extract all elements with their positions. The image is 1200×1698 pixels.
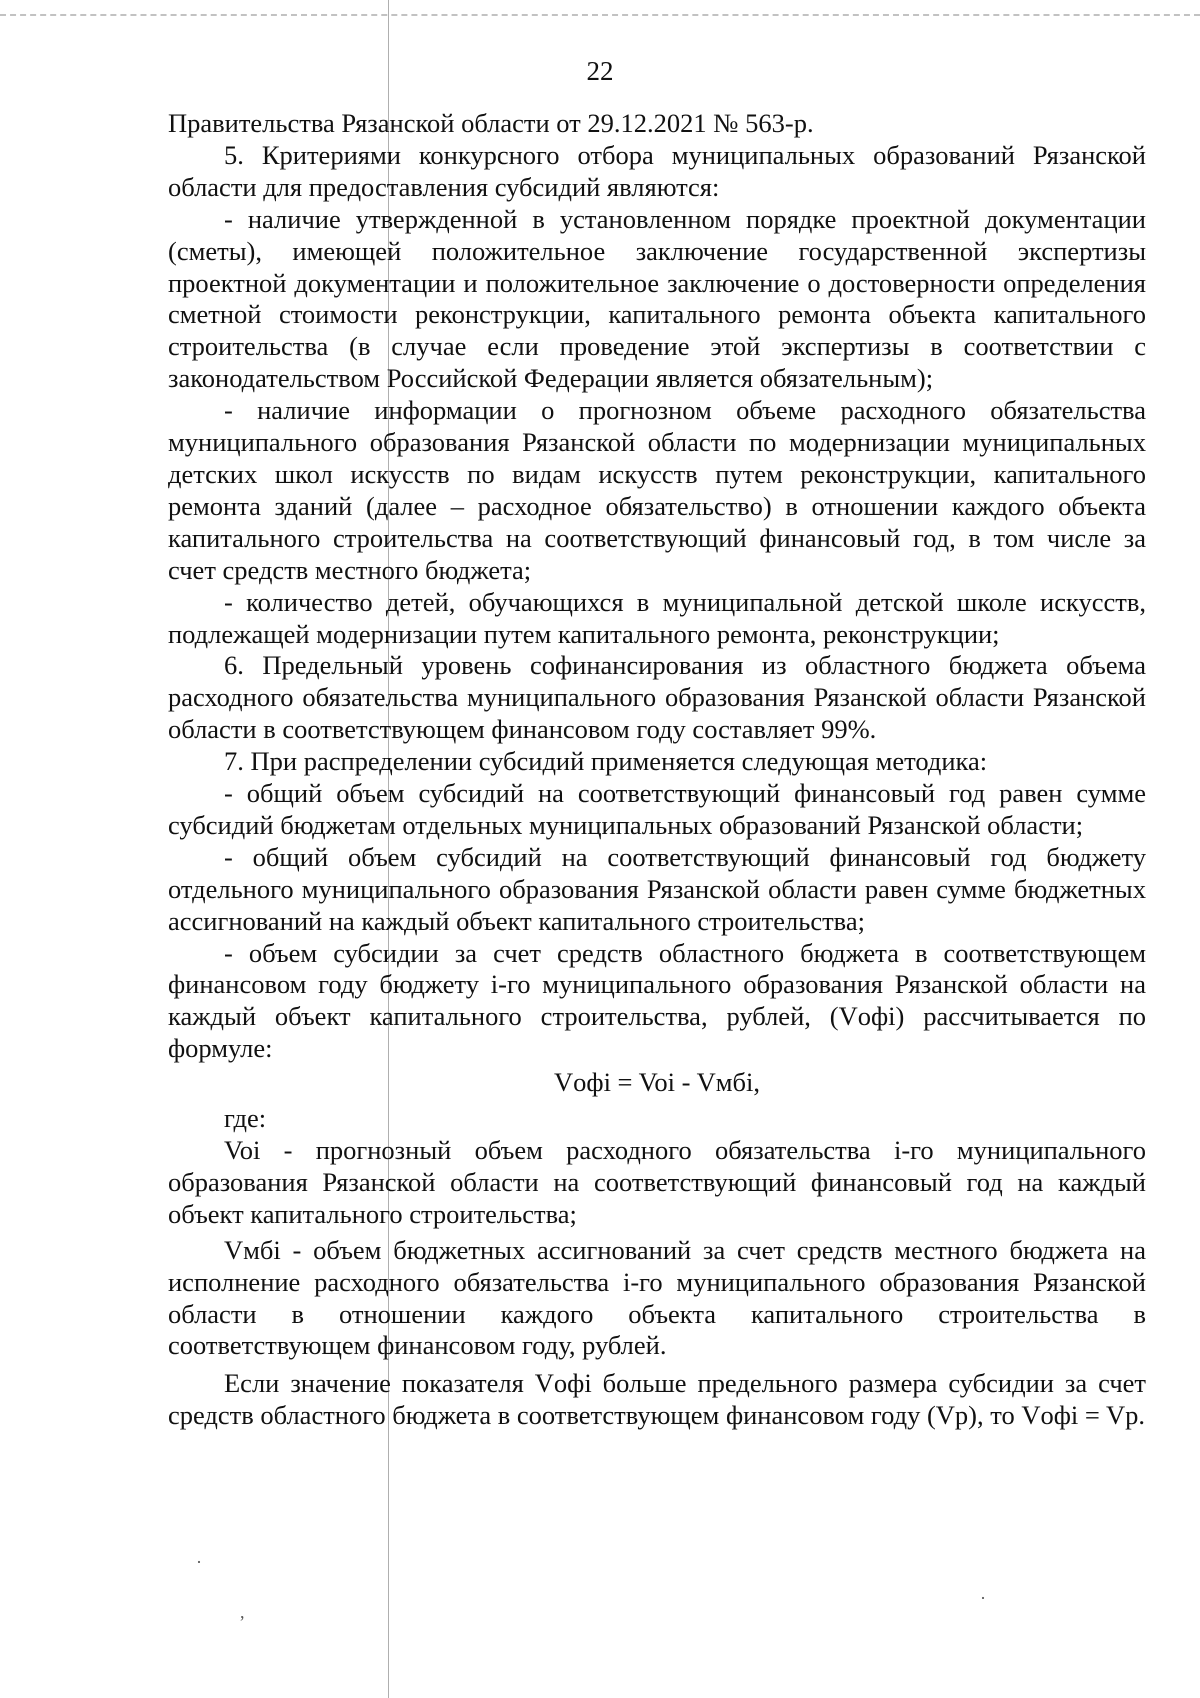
paragraph-criterion-2: - наличие информации о прогнозном объеме расходного обязательства муниципального образования Рязанской области по модернизации муниципальных детских школ искусств по видам искусств путем реконструкции, капитального ремонта зданий (далее – расходное обязательство) в отношении каждого объекта капитального строительства на соответствующий финансовый год, в том числе за счет средств местного бюджета; [168,395,1146,585]
paragraph-where: где: [224,1103,267,1134]
paragraph-criterion-3: - количество детей, обучающихся в муниципальной детской школе искусств, подлежащей модернизации путем капитального ремонта, реконструкции; [168,586,1146,649]
paragraph-criterion-1: - наличие утвержденной в установленном порядке проектной документации (сметы), имеющей положительное заключение государственной экспертизы проектной документации и положительное заключение о достоверности определения сметной стоимости реконструкции, капитального ремонта объекта капитального строительства (в случае если проведение этой экспертизы в соответствии с законодательством Российской Федерации является обязательным); [168,203,1146,394]
paragraph-definition-vmbi: Vмбi - объем бюджетных ассигнований за счет средств местного бюджета на исполнение расходного обязательства i-го муниципального образования Рязанской области в отношении каждого объекта капитального строительства в соответствующем финансовом году, рублей. [168,1234,1146,1361]
paragraph-item-5: 5. Критериями конкурсного отбора муниципальных образований Рязанской области для предоставления субсидий являются: [168,139,1146,202]
document-body [168,108,1146,1432]
scan-speck: , [240,1602,245,1622]
scan-top-edge [0,14,1200,16]
scan-speck: · [196,1552,202,1572]
paragraph-condition: Если значение показателя Vофi больше предельного размера субсидии за счет средств областного бюджета в соответствующем финансовом году (Vp), то Vофi = Vp. [168,1368,1146,1431]
paragraph-method-3: - объем субсидии за счет средств областного бюджета в соответствующем финансовом году бюджету i-го муниципального образования Рязанской области на каждый объект капитального строительства, рублей, (Vофi) рассчитывается по формуле: [168,937,1146,1064]
paragraph-method-1: - общий объем субсидий на соответствующий финансовый год равен сумме субсидий бюджетам отдельных муниципальных образований Рязанской области; [168,778,1146,840]
paragraph-method-2: - общий объем субсидий на соответствующий финансовый год бюджету отдельного муниципального образования Рязанской области равен сумме бюджетных ассигнований на каждый объект капитального строительства; [168,841,1146,936]
paragraph-definition-voi: Voi - прогнозный объем расходного обязательства i-го муниципального образования Рязанской области на соответствующий финансовый год на каждый объект капитального строительства; [168,1135,1146,1229]
paragraph-continuation: Правительства Рязанской области от 29.12.2021 № 563-р. [168,108,814,138]
scan-speck: · [980,1588,986,1608]
paragraph-item-7: 7. При распределении субсидий применяется следующая методика: [224,746,988,777]
paragraph-item-6: 6. Предельный уровень софинансирования из областного бюджета объема расходного обязательства муниципального образования Рязанской области Рязанской области в соответствующем финансовом году составляет 99%. [168,650,1146,745]
formula: Vофi = Voi - Vмбi, [554,1067,760,1098]
page-number: 22 [586,56,614,86]
